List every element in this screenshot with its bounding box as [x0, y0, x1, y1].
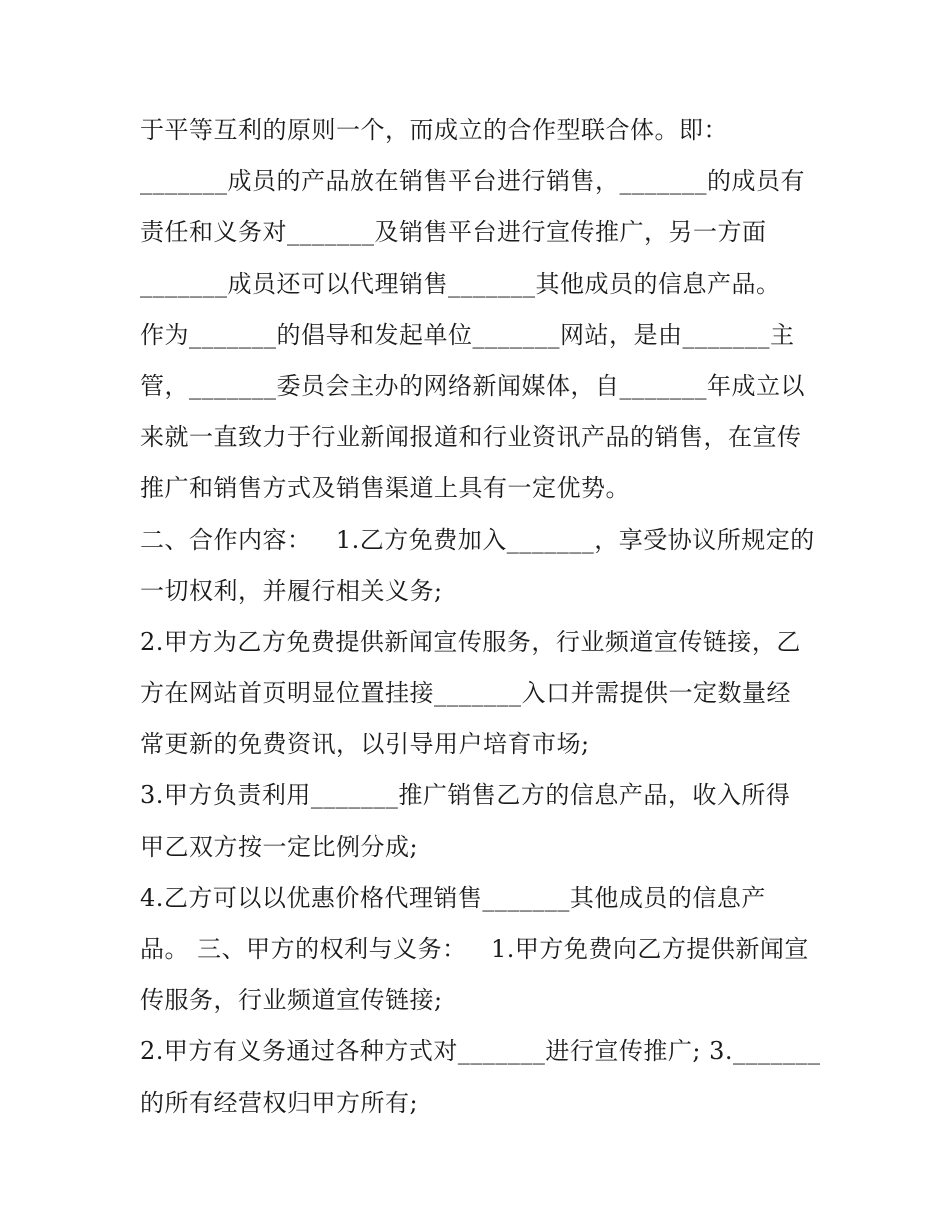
- list-item-line: 2.甲方为乙方免费提供新闻宣传服务，行业频道宣传链接，乙: [140, 627, 801, 656]
- text-line: 推广和销售方式及销售渠道上具有一定优势。: [140, 474, 630, 503]
- document-body: [140, 105, 830, 1129]
- text-line: 于平等互利的原则一个，而成立的合作型联合体。即：: [140, 116, 728, 144]
- section-heading-line: 品。 三、甲方的权利与义务： 1.甲方免费向乙方提供新闻宣: [140, 935, 809, 963]
- text-line: 传服务，行业频道宣传链接;: [140, 986, 443, 1015]
- list-item-line: 3.甲方负责利用_______推广销售乙方的信息产品，收入所得: [140, 781, 791, 810]
- text-line: 责任和义务对_______及销售平台进行宣传推广，另一方面: [140, 218, 767, 247]
- text-line: 方在网站首页明显位置挂接_______入口并需提供一定数量经: [140, 679, 791, 708]
- text-line: 甲乙双方按一定比例分成;: [140, 832, 419, 861]
- list-item-line: 2.甲方有义务通过各种方式对_______进行宣传推广; 3._______: [140, 1037, 821, 1066]
- text-line: 作为_______的倡导和发起单位_______网站，是由_______主: [140, 320, 795, 349]
- text-line: _______成员的产品放在销售平台进行销售，_______的成员有: [140, 167, 805, 196]
- text-line: _______成员还可以代理销售_______其他成员的信息产品。: [140, 269, 781, 298]
- text-line: 常更新的免费资讯，以引导用户培育市场;: [140, 730, 590, 759]
- text-line: 一切权利，并履行相关义务;: [140, 576, 443, 605]
- text-line: 管，_______委员会主办的网络新闻媒体，自_______年成立以: [140, 371, 805, 400]
- text-line: 来就一直致力于行业新闻报道和行业资讯产品的销售，在宣传: [140, 423, 802, 452]
- list-item-line: 4.乙方可以以优惠价格代理销售_______其他成员的信息产: [140, 883, 766, 912]
- section-heading-line: 二、合作内容： 1.乙方免费加入_______，享受协议所规定的: [140, 525, 815, 554]
- text-line: 的所有经营权归甲方所有;: [140, 1088, 419, 1117]
